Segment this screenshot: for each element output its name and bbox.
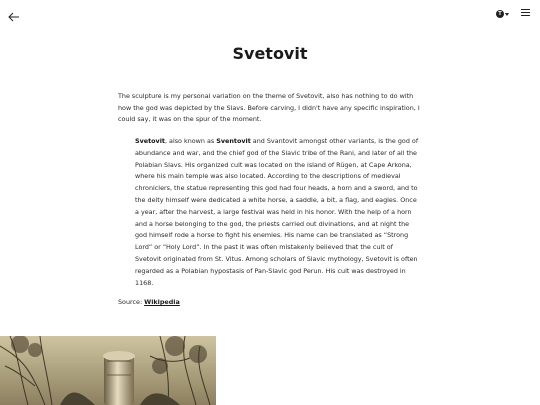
quote-name-sventovit: Sventovit	[216, 137, 251, 145]
quote-text-2: and Svantovit amongst other variants, is the god of abundance and war, and the chief god of the Slavic tribe of the Rani, and later of all the Polabian Slavs. His organized cult was located on the island of Rügen, at Cape Arkona, where his main temple was also located. According to the descriptions of medieval chroniclers, the statue representing this god had four heads, a horn and a sword, and to the deity himself were dedicated a white horse, a saddle, a bit, a flag, and eagles. Once a year, after the harvest, a large festival was held in his honor. With the help of a horn and a horse belonging to the god, the priests carried out divinations, and at night the god himself rode a horse to fight his enemies. His name can be translated as “Strong Lord” or “Holy Lord”. In the past it was often mistakenly believed that the cult of Svetovit originated from St. Vitus. Among scholars of Slavic mythology, Svetovit is often regarded as a Polabian hypostasis of Pan-Slavic god Perun. His cult was destroyed in 1168.	[135, 137, 419, 287]
menu-line	[521, 9, 530, 10]
source-link[interactable]: Wikipedia	[144, 298, 180, 306]
source-label: Source:	[118, 298, 145, 306]
back-button[interactable]	[8, 8, 20, 20]
chevron-down-icon	[505, 13, 509, 16]
quote-text-1: , also known as	[164, 137, 217, 145]
quote-name-svetovit: Svetovit	[135, 137, 165, 145]
sculpture-image	[0, 336, 216, 405]
menu-line	[521, 15, 530, 16]
menu-line	[521, 12, 530, 13]
globe-icon: T	[496, 10, 504, 18]
wikipedia-quote	[135, 136, 420, 289]
intro-paragraph: The sculpture is my personal variation on the theme of Svetovit, also has nothing to do with how the god was depicted by the Slavs. Before carving, I didn't have any specific inspiration, I could say, it was on the spur of the moment.	[118, 92, 420, 123]
sculpture-photo[interactable]	[0, 336, 216, 405]
top-bar	[0, 0, 540, 28]
source-line	[118, 297, 180, 308]
page-title: Svetovit	[232, 44, 308, 63]
menu-button[interactable]	[521, 9, 530, 18]
language-switcher[interactable]	[496, 9, 509, 19]
arrow-left-icon	[8, 11, 20, 23]
